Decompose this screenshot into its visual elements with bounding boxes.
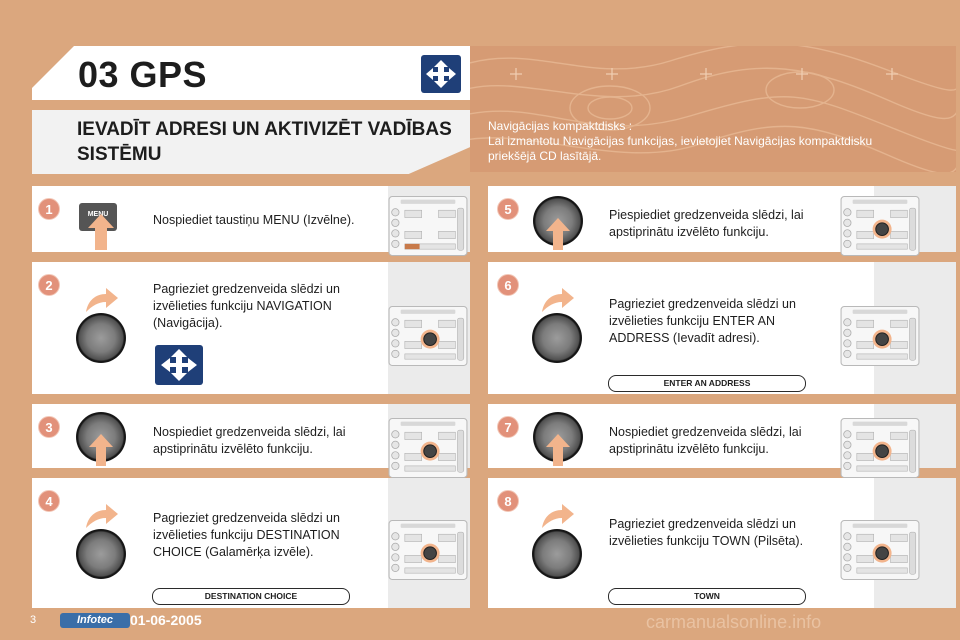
rotary-knob-icon xyxy=(76,529,126,579)
rotate-arrow-icon xyxy=(84,504,120,530)
navigation-icon xyxy=(155,345,203,385)
radio-unit-icon xyxy=(840,414,920,482)
step-8-text: Pagrieziet gredzenveida slēdzi un izvēlieties funkciju TOWN (Pilsēta). xyxy=(609,517,804,548)
step-1-text: Nospiediet taustiņu MENU (Izvēlne). xyxy=(153,213,355,227)
step-2-text: Pagrieziet gredzenveida slēdzi un izvēlieties funkciju NAVIGATION (Navigācija). xyxy=(153,282,340,330)
step-7-text: Nospiediet gredzenveida slēdzi, lai apstiprinātu izvēlēto funkciju. xyxy=(609,425,802,456)
step-8-number: 8 xyxy=(497,490,519,512)
rotate-arrow-icon xyxy=(84,288,120,314)
page-number: 3 xyxy=(30,614,37,626)
radio-unit-icon xyxy=(388,516,468,584)
chapter-title: 03 GPS xyxy=(78,54,208,95)
radio-unit-icon xyxy=(840,516,920,584)
rotary-knob-icon xyxy=(532,529,582,579)
step-6-text: Pagrieziet gredzenveida slēdzi un izvēlieties funkciju ENTER AN ADDRESS (Ievadīt adresi). xyxy=(609,297,796,345)
town-label: TOWN xyxy=(608,588,806,605)
note-text: Lai izmantotu Navigācijas funkcijas, ievietojiet Navigācijas kompaktdisku priekšējā CD lasītājā. xyxy=(488,134,873,163)
step-6-number: 6 xyxy=(497,274,519,296)
step-7-number: 7 xyxy=(497,416,519,438)
step-3-text: Nospiediet gredzenveida slēdzi, lai apstiprinātu izvēlēto funkciju. xyxy=(153,425,346,456)
step-3-number: 3 xyxy=(38,416,60,438)
destination-choice-label: DESTINATION CHOICE xyxy=(152,588,350,605)
page-title: IEVADĪT ADRESI UN AKTIVIZĒT VADĪBAS SISTĒMU xyxy=(77,119,452,165)
rotate-arrow-icon xyxy=(540,504,576,530)
press-arrow-icon xyxy=(546,218,570,250)
step-4-number: 4 xyxy=(38,490,60,512)
step-4-text: Pagrieziet gredzenveida slēdzi un izvēlieties funkciju DESTINATION CHOICE (Galamērķa izvēle). xyxy=(153,511,340,559)
rotary-knob-icon xyxy=(76,313,126,363)
step-5-number: 5 xyxy=(497,198,519,220)
enter-an-address-label: ENTER AN ADDRESS xyxy=(608,375,806,392)
radio-unit-icon xyxy=(840,302,920,370)
radio-unit-icon xyxy=(388,414,468,482)
radio-unit-icon xyxy=(388,302,468,370)
step-2-number: 2 xyxy=(38,274,60,296)
note-heading: Navigācijas kompaktdisks : xyxy=(488,119,633,133)
edition-date: 01-06-2005 xyxy=(130,612,202,628)
navigation-icon xyxy=(421,55,461,93)
step-5-text: Piespiediet gredzenveida slēdzi, lai apstiprinātu izvēlēto funkciju. xyxy=(609,208,804,239)
radio-unit-icon xyxy=(388,192,468,260)
site-watermark: carmanualsonline.info xyxy=(646,612,822,632)
radio-unit-icon xyxy=(840,192,920,260)
press-arrow-icon xyxy=(88,214,114,250)
infotec-logo: Infotec xyxy=(60,613,130,628)
rotary-knob-icon xyxy=(532,313,582,363)
rotate-arrow-icon xyxy=(540,288,576,314)
press-arrow-icon xyxy=(546,434,570,466)
step-1-number: 1 xyxy=(38,198,60,220)
press-arrow-icon xyxy=(89,434,113,466)
menu-button-icon: MENU xyxy=(79,203,117,231)
